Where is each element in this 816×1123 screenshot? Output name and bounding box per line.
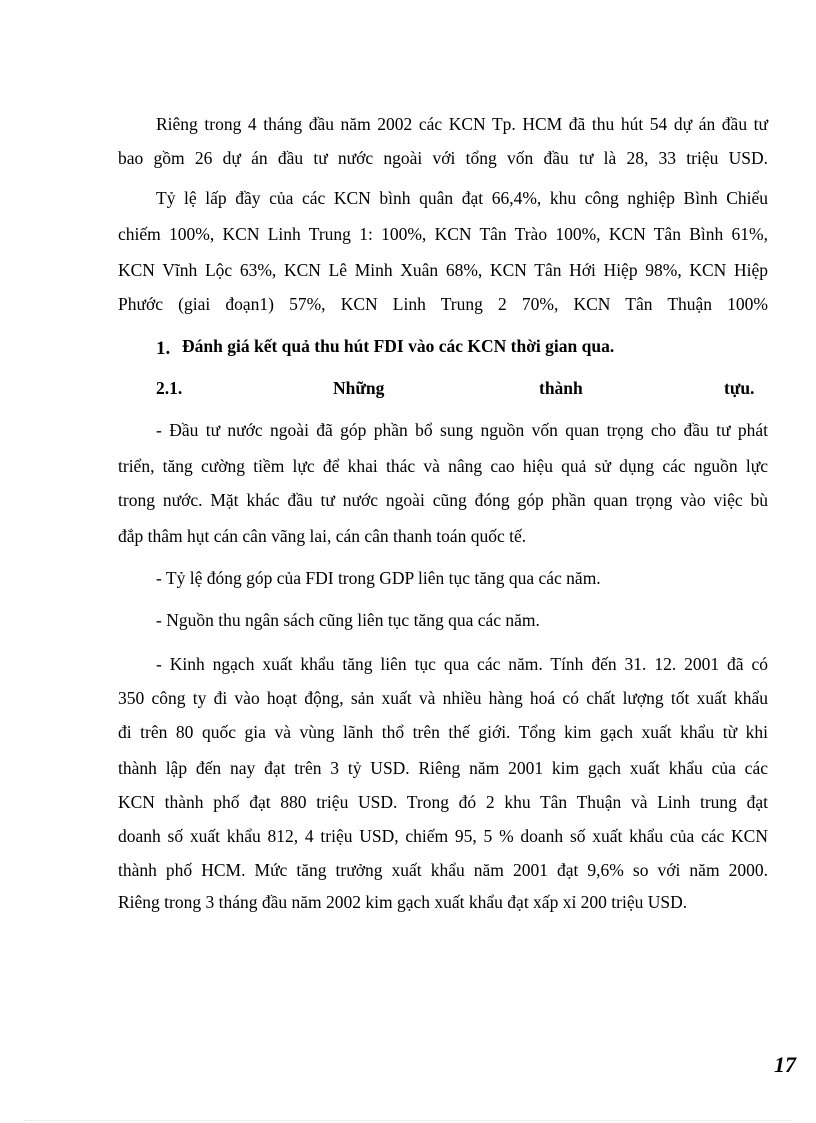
section-heading: Đánh giá kết quả thu hút FDI vào các KCN thời gian qua. xyxy=(182,336,615,356)
paragraph-2-line-4: Phước (giai đoạn1) 57%, KCN Linh Trung 2 70%, KCN Tân Thuận 100% xyxy=(118,294,768,314)
paragraph-6-line-7: thành phố HCM. Mức tăng trưởng xuất khẩu năm 2001 đạt 9,6% so với năm 2000. xyxy=(118,860,768,880)
page-number: 17 xyxy=(774,1052,796,1077)
paragraph-6-line-4: thành lập đến nay đạt trên 3 tỷ USD. Riêng năm 2001 kim gạch xuất khẩu của các xyxy=(118,758,768,778)
paragraph-6-line-8: Riêng trong 3 tháng đầu năm 2002 kim gạch xuất khẩu đạt xấp xỉ 200 triệu USD. xyxy=(118,892,688,912)
section-number: 1. xyxy=(156,338,171,359)
paragraph-3-line-3: trong nước. Mặt khác đầu tư nước ngoài cũng đóng góp phần quan trọng vào việc bù xyxy=(118,490,768,510)
subsection-number: 2.1. xyxy=(156,378,183,398)
paragraph-2-line-3: KCN Vĩnh Lộc 63%, KCN Lê Minh Xuân 68%, KCN Tân Hới Hiệp 98%, KCN Hiệp xyxy=(118,260,768,280)
paragraph-1-line-1: Riêng trong 4 tháng đầu năm 2002 các KCN Tp. HCM đã thu hút 54 dự án đầu tư xyxy=(156,114,768,134)
subsection-heading-word-1: Những xyxy=(333,378,385,398)
subsection-heading-word-3: tựu. xyxy=(724,378,755,398)
paragraph-2-line-2: chiếm 100%, KCN Linh Trung 1: 100%, KCN Tân Trào 100%, KCN Tân Bình 61%, xyxy=(118,224,768,244)
paragraph-6-line-1: - Kinh ngạch xuất khẩu tăng liên tục qua các năm. Tính đến 31. 12. 2001 đã có xyxy=(156,654,768,674)
paragraph-3-line-2: triển, tăng cường tiềm lực để khai thác và nâng cao hiệu quả sử dụng các nguồn lực xyxy=(118,456,768,476)
paragraph-6-line-5: KCN thành phố đạt 880 triệu USD. Trong đó 2 khu Tân Thuận và Linh trung đạt xyxy=(118,792,768,812)
subsection-heading-word-2: thành xyxy=(539,378,583,398)
paragraph-2-line-1: Tỷ lệ lấp đầy của các KCN bình quân đạt 66,4%, khu công nghiệp Bình Chiểu xyxy=(156,188,768,208)
paragraph-3-line-1: - Đầu tư nước ngoài đã góp phần bổ sung nguồn vốn quan trọng cho đầu tư phát xyxy=(156,420,768,440)
paragraph-4: - Tỷ lệ đóng góp của FDI trong GDP liên tục tăng qua các năm. xyxy=(156,568,601,588)
paragraph-6-line-6: doanh số xuất khẩu 812, 4 triệu USD, chiếm 95, 5 % doanh số xuất khẩu của các KCN xyxy=(118,826,768,846)
footer-divider xyxy=(24,1120,792,1121)
paragraph-6-line-3: đi trên 80 quốc gia và vùng lãnh thổ trên thế giới. Tổng kim gạch xuất khẩu từ khi xyxy=(118,722,768,742)
paragraph-5: - Nguồn thu ngân sách cũng liên tục tăng qua các năm. xyxy=(156,610,540,630)
paragraph-1-line-2: bao gồm 26 dự án đầu tư nước ngoài với tổng vốn đầu tư là 28, 33 triệu USD. xyxy=(118,148,768,168)
paragraph-3-line-4: đắp thâm hụt cán cân vãng lai, cán cân thanh toán quốc tế. xyxy=(118,526,527,546)
paragraph-6-line-2: 350 công ty đi vào hoạt động, sản xuất và nhiều hàng hoá có chất lượng tốt xuất khẩu xyxy=(118,688,768,708)
